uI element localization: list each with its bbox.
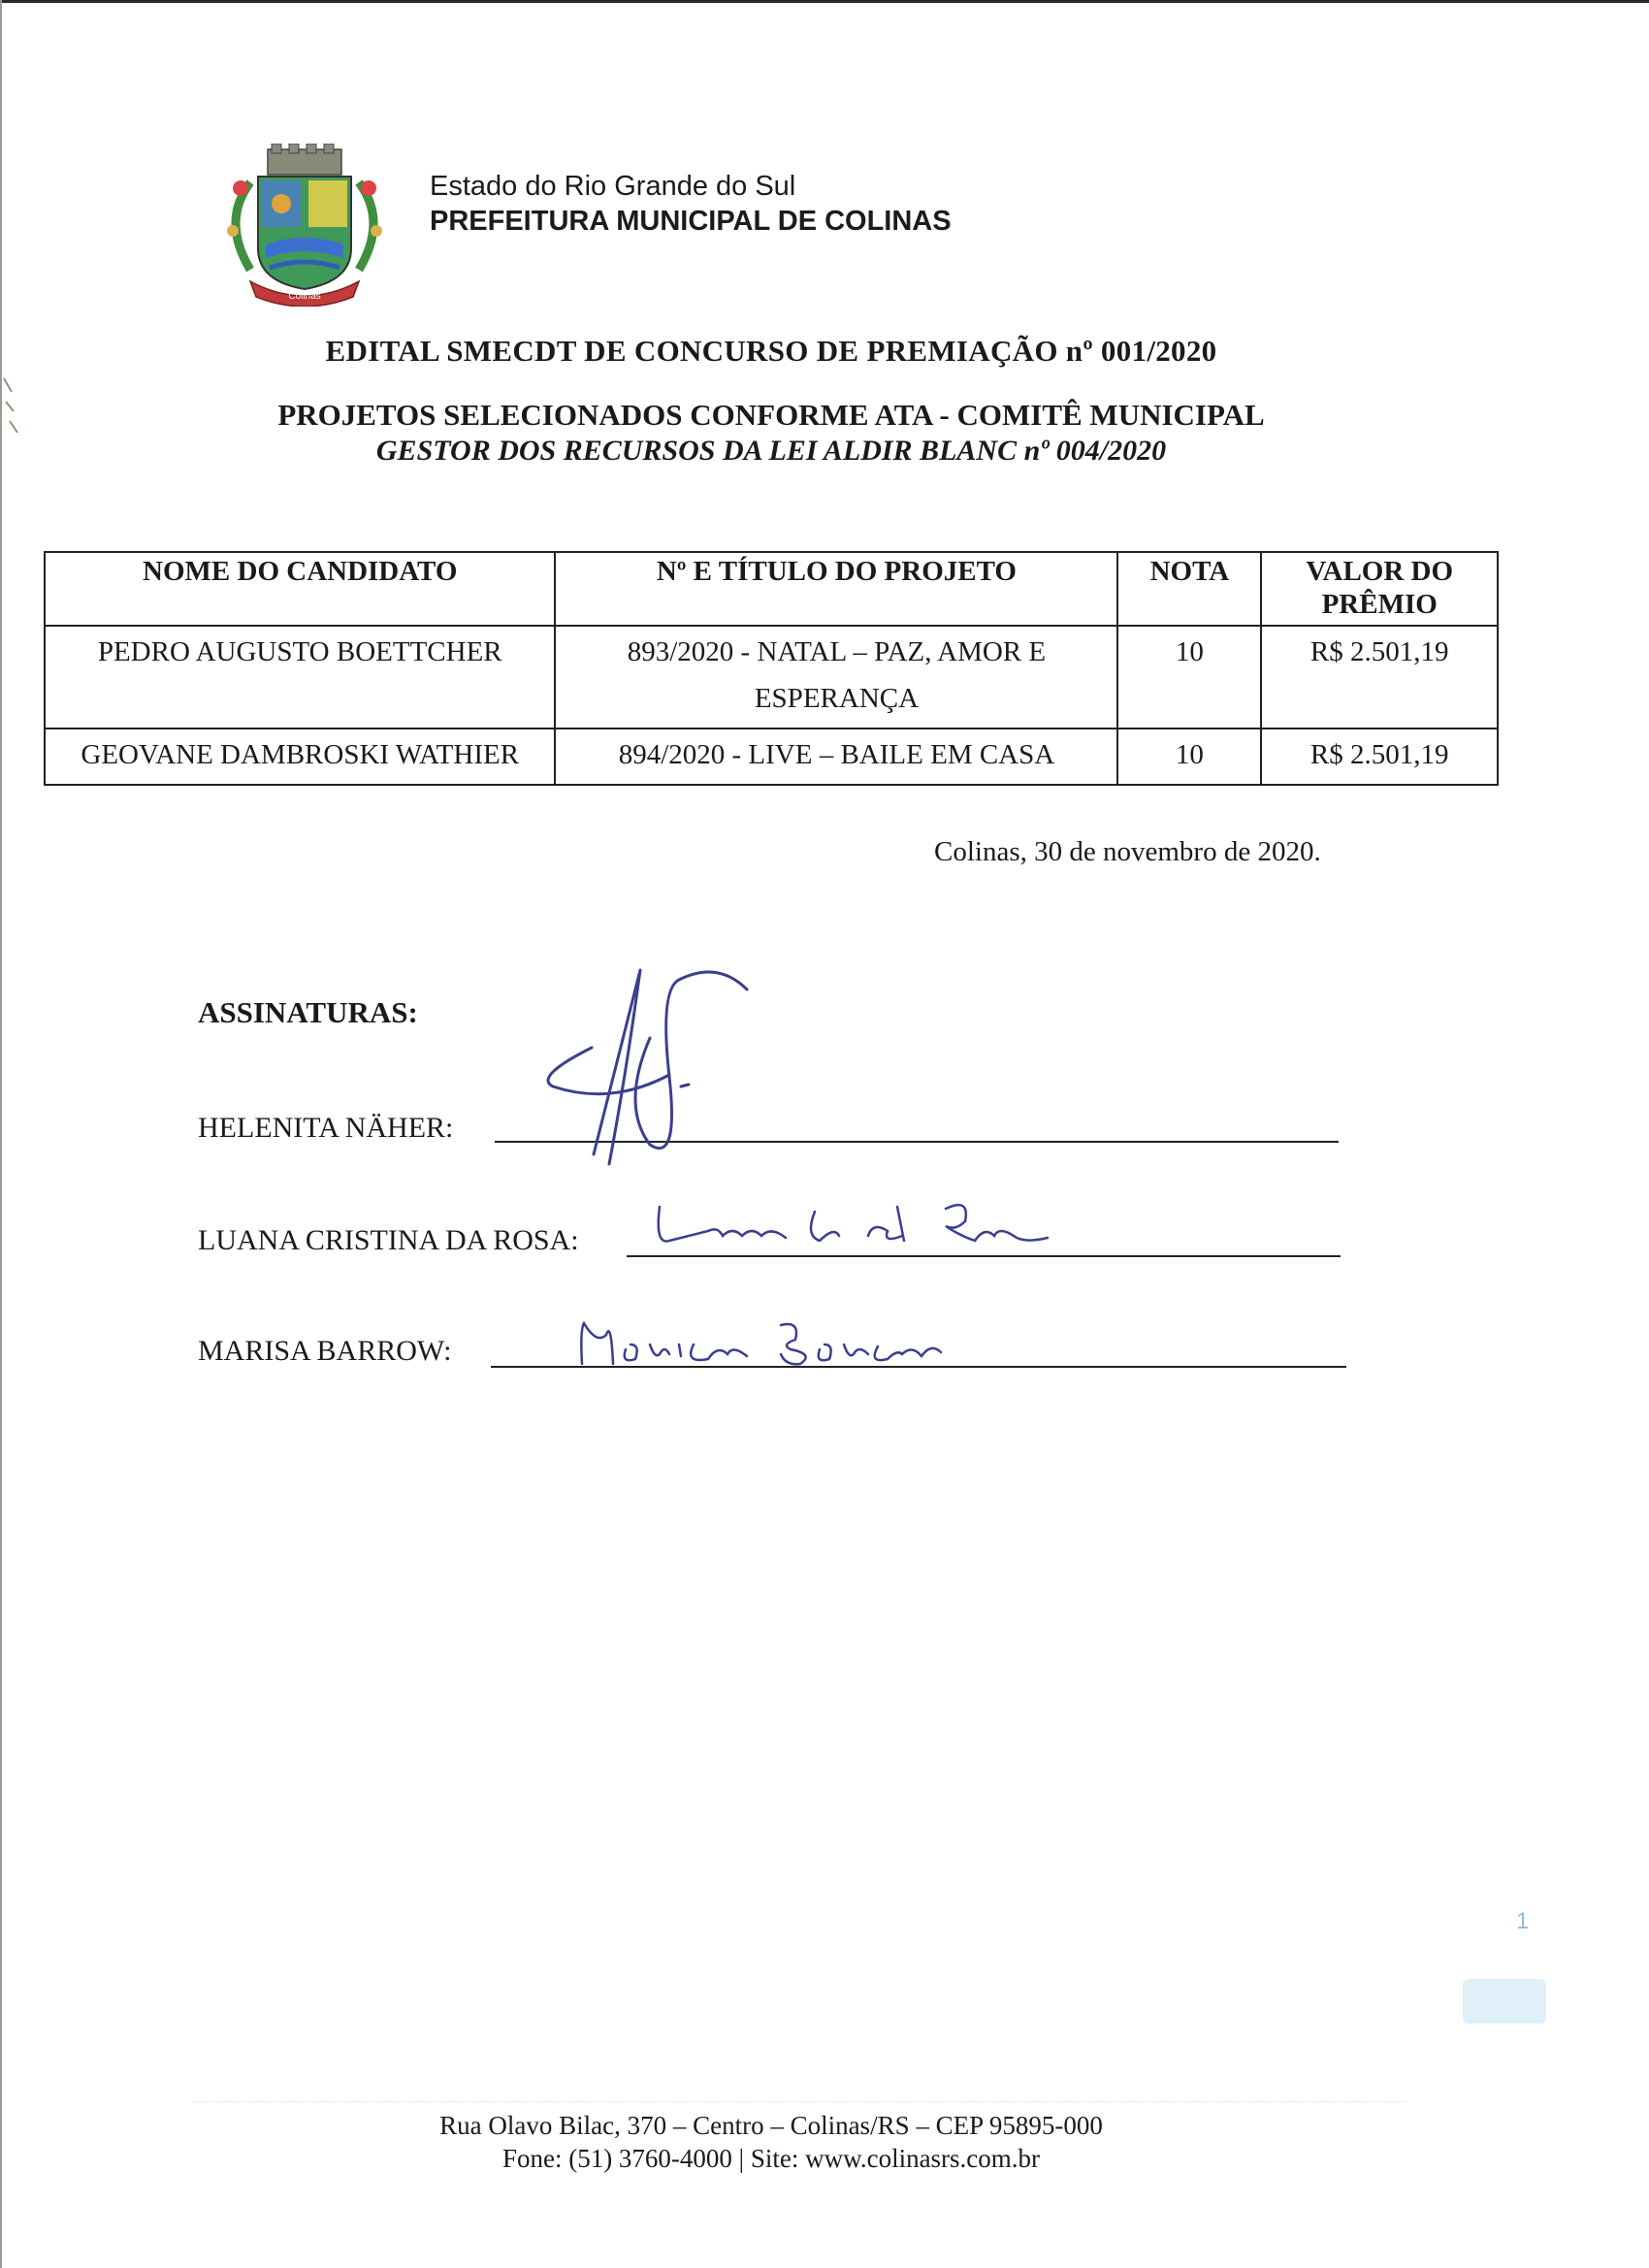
col-header-name: NOME DO CANDIDATO [45, 552, 555, 626]
scan-mark-icon [0, 373, 29, 440]
results-table [44, 551, 1499, 786]
subtitle-line1: PROJETOS SELECIONADOS CONFORME ATA - COMITÊ MUNICIPAL [277, 398, 1265, 432]
col-header-prize-line2: PRÊMIO [1321, 589, 1438, 620]
table-header-row [45, 552, 1498, 626]
subtitle-line2: GESTOR DOS RECURSOS DA LEI ALDIR BLANC nº 004/2020 [375, 435, 1167, 467]
footer [0, 2109, 1542, 2175]
page-number: 1 [1516, 1908, 1530, 1934]
signer-label-marisa: MARISA BARROW: [198, 1335, 452, 1367]
col-header-prize-line1: VALOR DO [1306, 556, 1454, 587]
cell-project-line2: ESPERANÇA [754, 683, 920, 714]
footer-contact: Fone: (51) 3760-4000 | Site: www.colinasrs.com.br [501, 2144, 1041, 2173]
prefeitura-name: PREFEITURA MUNICIPAL DE COLINAS [430, 206, 952, 237]
municipal-crest-icon [211, 144, 398, 307]
signer-label-helenita: HELENITA NÄHER: [198, 1112, 454, 1144]
signature-marisa-icon [572, 1315, 989, 1374]
cell-name: PEDRO AUGUSTO BOETTCHER [45, 626, 555, 729]
signature-helenita-icon [534, 960, 757, 1183]
footer-address: Rua Olavo Bilac, 370 – Centro – Colinas/RS – CEP 95895-000 [439, 2111, 1103, 2140]
cell-name: GEOVANE DAMBROSKI WATHIER [45, 729, 555, 785]
scan-edge-top [0, 0, 1649, 3]
cell-prize: R$ 2.501,19 [1261, 626, 1498, 729]
signature-luana-icon [650, 1197, 1067, 1265]
state-name: Estado do Rio Grande do Sul [430, 171, 796, 202]
header-text [430, 169, 952, 239]
signer-label-luana: LUANA CRISTINA DA ROSA: [198, 1224, 579, 1256]
footer-rule [194, 2101, 1406, 2102]
cell-project-line1: 893/2020 - NATAL – PAZ, AMOR E [627, 636, 1047, 667]
cell-grade: 10 [1117, 626, 1261, 729]
signatures-title: ASSINATURAS: [198, 995, 418, 1029]
date-line: Colinas, 30 de novembro de 2020. [934, 836, 1321, 867]
scan-smudge [1463, 1979, 1546, 2024]
table-row [45, 729, 1498, 785]
col-header-grade: NOTA [1117, 552, 1261, 626]
cell-project: 894/2020 - LIVE – BAILE EM CASA [555, 729, 1117, 785]
table-row [45, 626, 1498, 729]
col-header-project: Nº E TÍTULO DO PROJETO [555, 552, 1117, 626]
cell-project [555, 626, 1117, 729]
cell-prize: R$ 2.501,19 [1261, 729, 1498, 785]
cell-grade: 10 [1117, 729, 1261, 785]
col-header-prize [1261, 552, 1498, 626]
edital-title: EDITAL SMECDT DE CONCURSO DE PREMIAÇÃO nº 001/2020 [325, 334, 1217, 368]
crest-label: Colinas [288, 291, 321, 302]
